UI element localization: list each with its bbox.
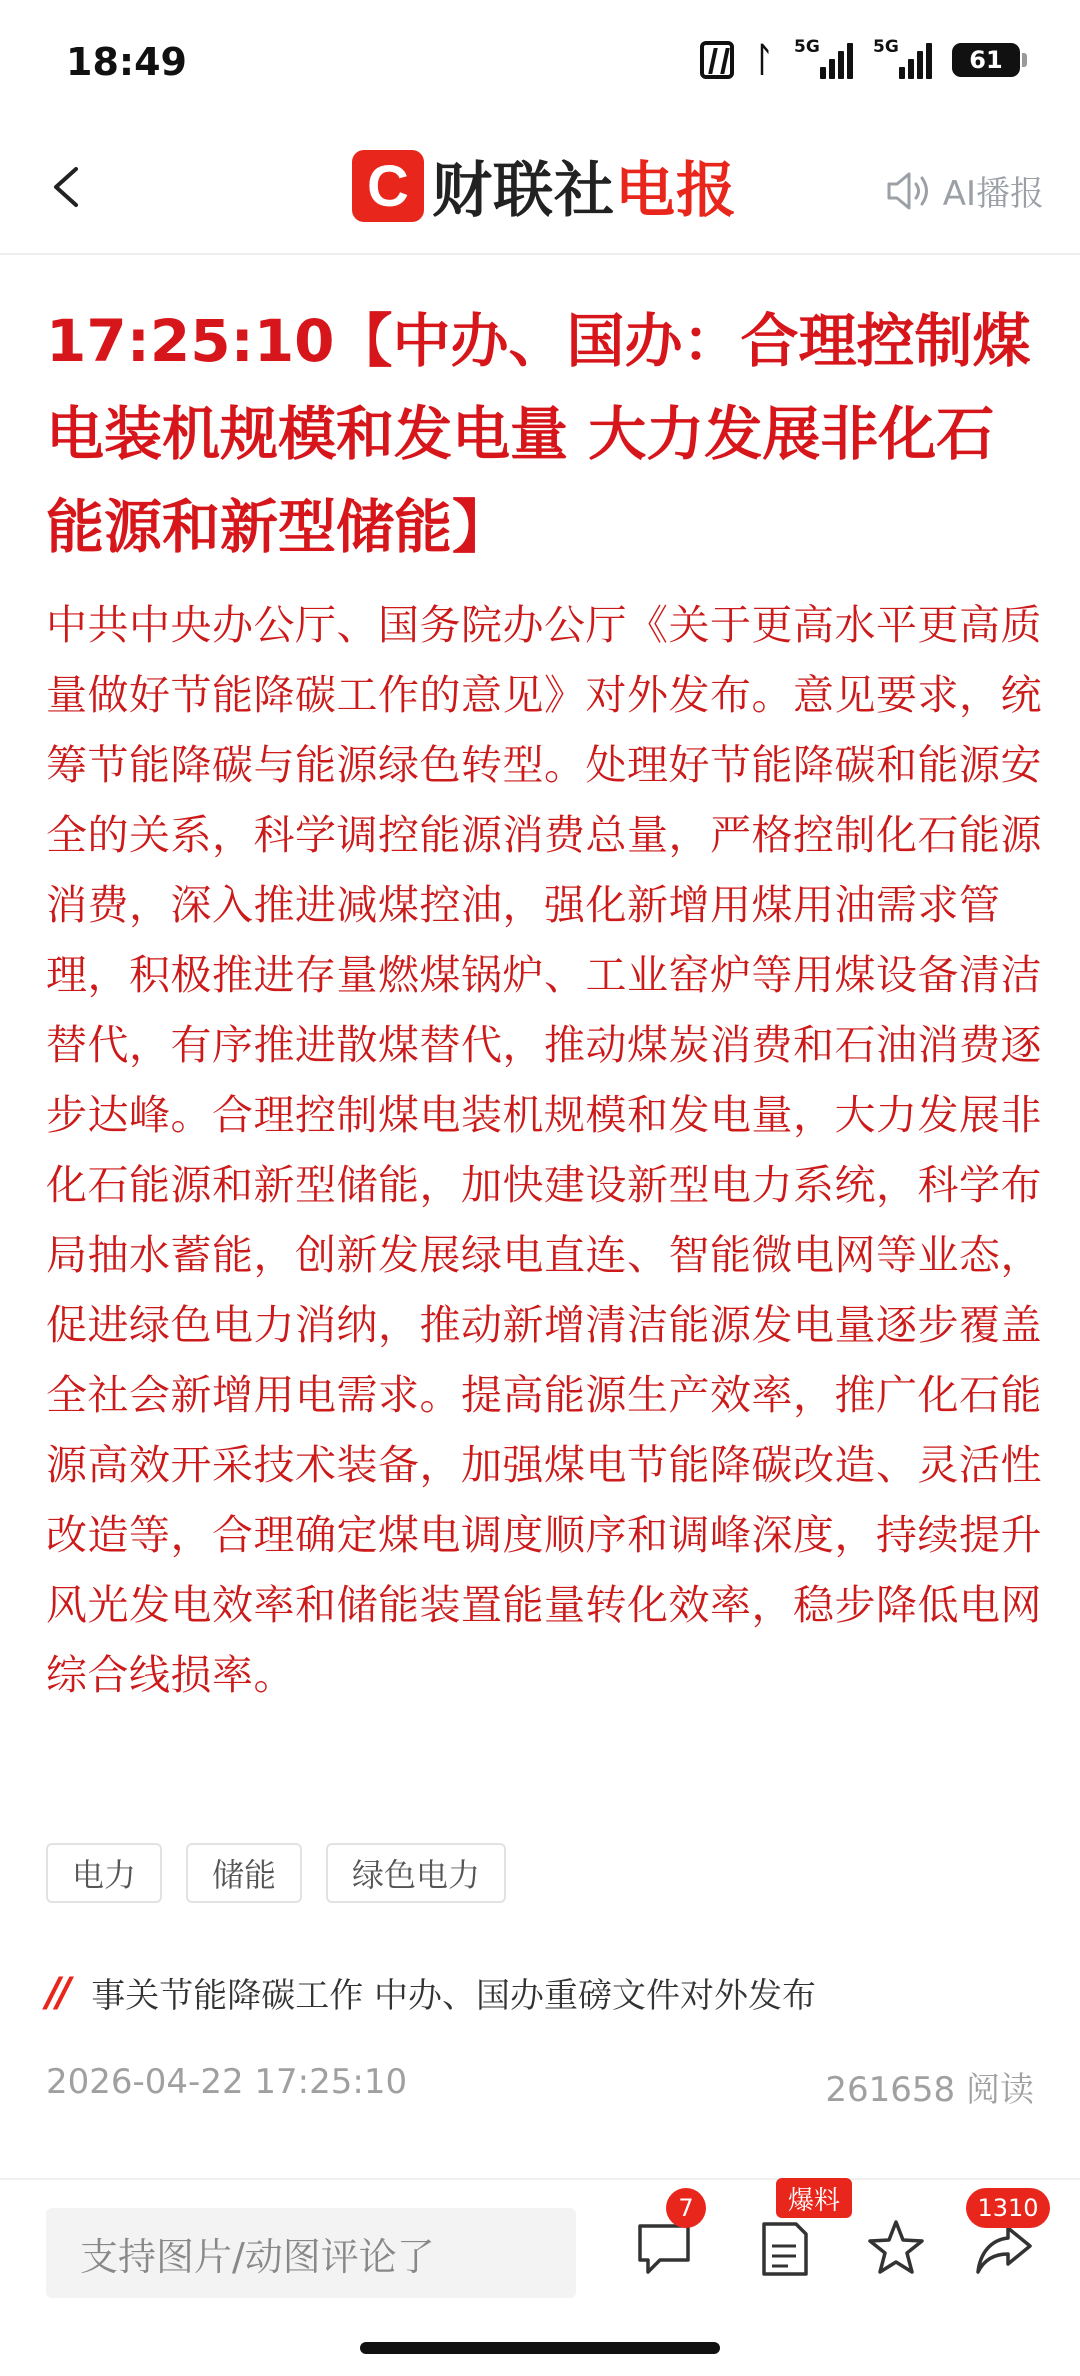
- nav-bar: [0, 120, 1080, 255]
- bluetooth-icon: ᛚ: [753, 40, 774, 80]
- document-icon: [752, 2216, 816, 2280]
- speaker-icon: [885, 170, 933, 212]
- related-topic-link[interactable]: [46, 1968, 816, 2017]
- tip-button[interactable]: [752, 2185, 840, 2280]
- signal-label: 5G: [794, 37, 820, 57]
- logo-mark-icon: C: [352, 150, 424, 222]
- logo-text-black: 财联社: [432, 156, 615, 226]
- home-indicator[interactable]: [360, 2342, 720, 2354]
- app-logo: [352, 146, 737, 226]
- signal-icon-sim2: [873, 37, 932, 79]
- related-topic-title: 事关节能降碳工作 中办、国办重磅文件对外发布: [91, 1976, 817, 2016]
- nfc-icon: [700, 41, 734, 79]
- comment-button[interactable]: [632, 2194, 696, 2280]
- comment-count-badge: 7: [666, 2188, 706, 2228]
- tag-item[interactable]: 电力: [46, 1843, 162, 1903]
- read-count: 261658 阅读: [825, 2070, 1034, 2110]
- tag-item[interactable]: 储能: [186, 1843, 302, 1903]
- comment-input[interactable]: 支持图片/动图评论了: [46, 2208, 576, 2298]
- tip-label-badge: 爆料: [776, 2178, 852, 2218]
- tag-list: [46, 1843, 506, 1903]
- article-headline: 17:25:10【中办、国办：合理控制煤电装机规模和发电量 大力发展非化石能源和新型储能】: [46, 307, 1031, 561]
- favorite-button[interactable]: [864, 2216, 928, 2280]
- status-bar: [0, 0, 1080, 120]
- logo-text-red: 电报: [615, 156, 737, 226]
- signal-label: 5G: [873, 37, 899, 57]
- article-body: 中共中央办公厅、国务院办公厅《关于更高水平更高质量做好节能降碳工作的意见》对外发布。意见要求，统筹节能降碳与能源绿色转型。处理好节能降碳和能源安全的关系，科学调控能源消费总量，严格控制化石能源消费，深入推进减煤控油，强化新增用煤用油需求管理，积极推进存量燃煤锅炉、工业窑炉等用煤设备清洁替代，有序推进散煤替代，推动煤炭消费和石油消费逐步达峰。合理控制煤电装机规模和发电量，大力发展非化石能源和新型储能，加快建设新型电力系统，科学布局抽水蓄能，创新发展绿电直连、智能微电网等业态，促进绿色电力消纳，推动新增清洁能源发电量逐步覆盖全社会新增用电需求。提高能源生产效率，推广化石能源高效开采技术装备，加强煤电节能降碳改造、灵活性改造等，合理确定煤电调度顺序和调峰深度，持续提升风光发电效率和储能装置能量转化效率，稳步降低电网综合线损率。: [46, 601, 1042, 1699]
- status-icons: [700, 37, 1020, 80]
- ai-broadcast-label: AI播报: [942, 174, 1044, 214]
- ai-broadcast-button[interactable]: [885, 166, 1044, 215]
- signal-icon-sim1: [794, 37, 853, 79]
- star-icon: [864, 2216, 928, 2280]
- logo-text: [432, 143, 737, 229]
- share-button[interactable]: [972, 2194, 1039, 2280]
- status-time: 18:49: [66, 40, 187, 84]
- battery-icon: 61: [952, 43, 1020, 77]
- topic-slash-icon: //: [46, 1969, 68, 2016]
- article-meta: [46, 2062, 1034, 2111]
- tag-item[interactable]: 绿色电力: [326, 1843, 506, 1903]
- share-count-badge: 1310: [966, 2188, 1050, 2228]
- publish-date: 2026-04-22 17:25:10: [46, 2062, 408, 2102]
- back-icon[interactable]: [46, 165, 90, 209]
